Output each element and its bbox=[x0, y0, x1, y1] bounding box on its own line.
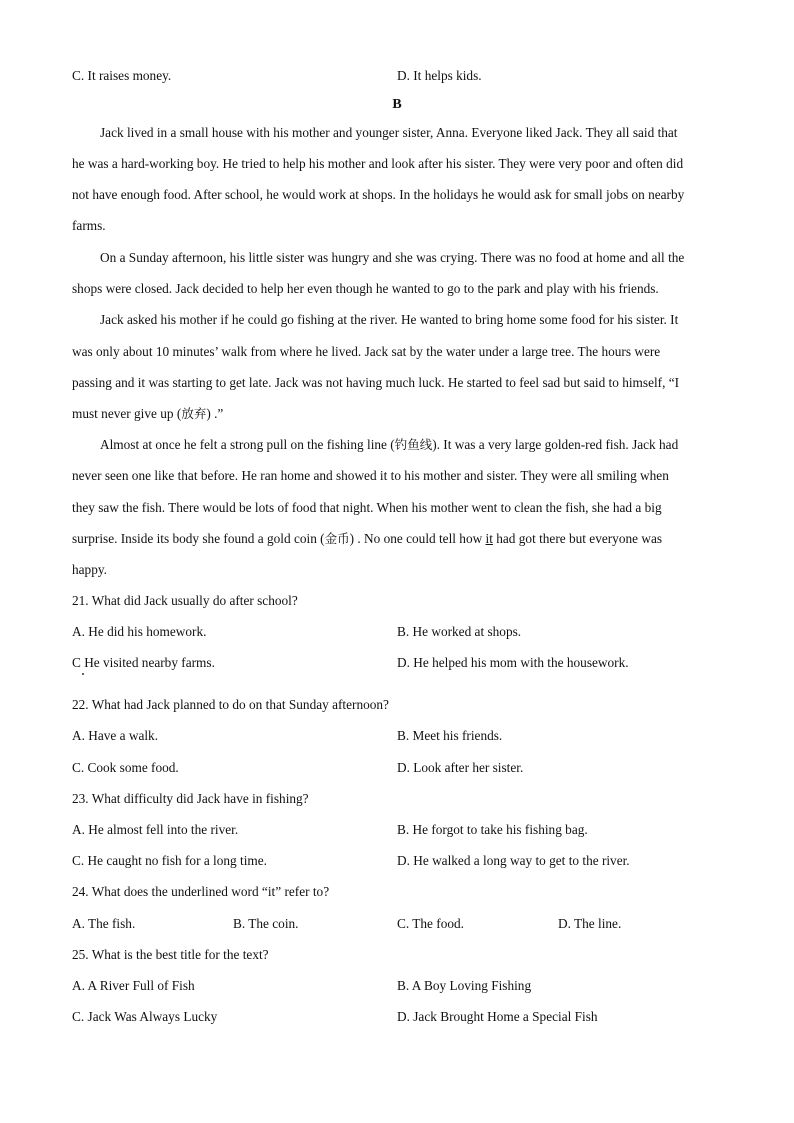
answer-option: C. He caught no fish for a long time. bbox=[72, 853, 267, 868]
passage-line bbox=[100, 437, 678, 453]
passage-text: must never give up ( bbox=[72, 406, 182, 421]
passage-text: ) . No one could tell how bbox=[349, 531, 486, 546]
answer-option: D. He walked a long way to get to the river. bbox=[397, 853, 630, 868]
answer-option: B. He forgot to take his fishing bag. bbox=[397, 822, 588, 837]
underlined-word: it bbox=[485, 531, 493, 546]
passage-line: happy. bbox=[72, 562, 107, 577]
passage-line: they saw the fish. There would be lots of food that night. When his mother went to clean the fish, she had a big bbox=[72, 500, 662, 515]
passage-text: ). It was a very large golden-red fish. Jack had bbox=[432, 437, 679, 452]
passage-text: Almost at once he felt a strong pull on the fishing line ( bbox=[100, 437, 395, 452]
passage-line: On a Sunday afternoon, his little sister was hungry and she was crying. There was no food at home and all the bbox=[100, 250, 685, 265]
section-heading: B bbox=[392, 97, 402, 112]
answer-option: C He visited nearby farms. bbox=[72, 655, 215, 670]
passage-text: surprise. Inside its body she found a gold coin ( bbox=[72, 531, 325, 546]
passage-line: not have enough food. After school, he would work at shops. In the holidays he would ask for small jobs on nearby bbox=[72, 187, 685, 202]
answer-option: C. The food. bbox=[397, 916, 464, 931]
answer-option: D. He helped his mom with the housework. bbox=[397, 655, 629, 670]
passage-line: Jack lived in a small house with his mother and younger sister, Anna. Everyone liked Jack. They all said that bbox=[100, 125, 678, 140]
answer-option: A. A River Full of Fish bbox=[72, 978, 195, 993]
stray-dot-mark bbox=[82, 673, 84, 675]
passage-line bbox=[72, 406, 722, 422]
prev-option-d: D. It helps kids. bbox=[397, 68, 482, 83]
question-stem: 22. What had Jack planned to do on that Sunday afternoon? bbox=[72, 697, 389, 712]
passage-line: never seen one like that before. He ran home and showed it to his mother and sister. They were all smiling when bbox=[72, 468, 669, 483]
question-stem: 24. What does the underlined word “it” refer to? bbox=[72, 884, 330, 899]
answer-option: B. He worked at shops. bbox=[397, 624, 522, 639]
answer-option: A. He almost fell into the river. bbox=[72, 822, 239, 837]
passage-line: shops were closed. Jack decided to help her even though he wanted to go to the park and play with his friends. bbox=[72, 281, 659, 296]
answer-option: A. He did his homework. bbox=[72, 624, 207, 639]
answer-option: D. Jack Brought Home a Special Fish bbox=[397, 1009, 598, 1024]
answer-option: D. The line. bbox=[558, 916, 622, 931]
passage-line: passing and it was starting to get late. Jack was not having much luck. He started to feel sad but said to himself, “I bbox=[72, 375, 680, 390]
chinese-gloss: 金币 bbox=[324, 531, 350, 546]
passage-text: ) .” bbox=[206, 406, 224, 421]
question-stem: 25. What is the best title for the text? bbox=[72, 947, 269, 962]
answer-option: B. Meet his friends. bbox=[397, 728, 503, 743]
answer-option: C. Cook some food. bbox=[72, 760, 179, 775]
prev-option-c: C. It raises money. bbox=[72, 68, 172, 83]
answer-option: D. Look after her sister. bbox=[397, 760, 524, 775]
answer-option: B. The coin. bbox=[233, 916, 299, 931]
chinese-gloss: 钓鱼线 bbox=[394, 437, 433, 452]
passage-line bbox=[72, 531, 722, 547]
question-stem: 23. What difficulty did Jack have in fishing? bbox=[72, 791, 309, 806]
chinese-gloss: 放弃 bbox=[181, 406, 207, 421]
answer-option: A. The fish. bbox=[72, 916, 136, 931]
passage-line: he was a hard-working boy. He tried to help his mother and look after his sister. They were very poor and often did bbox=[72, 156, 684, 171]
passage-text: had got there but everyone was bbox=[492, 531, 663, 546]
passage-line: farms. bbox=[72, 218, 106, 233]
passage-line: Jack asked his mother if he could go fishing at the river. He wanted to bring home some food for his sister. It bbox=[100, 312, 679, 327]
question-stem: 21. What did Jack usually do after school? bbox=[72, 593, 298, 608]
answer-option: B. A Boy Loving Fishing bbox=[397, 978, 532, 993]
answer-option: C. Jack Was Always Lucky bbox=[72, 1009, 218, 1024]
answer-option: A. Have a walk. bbox=[72, 728, 159, 743]
passage-line: was only about 10 minutes’ walk from where he lived. Jack sat by the water under a large tree. The hours were bbox=[72, 344, 661, 359]
